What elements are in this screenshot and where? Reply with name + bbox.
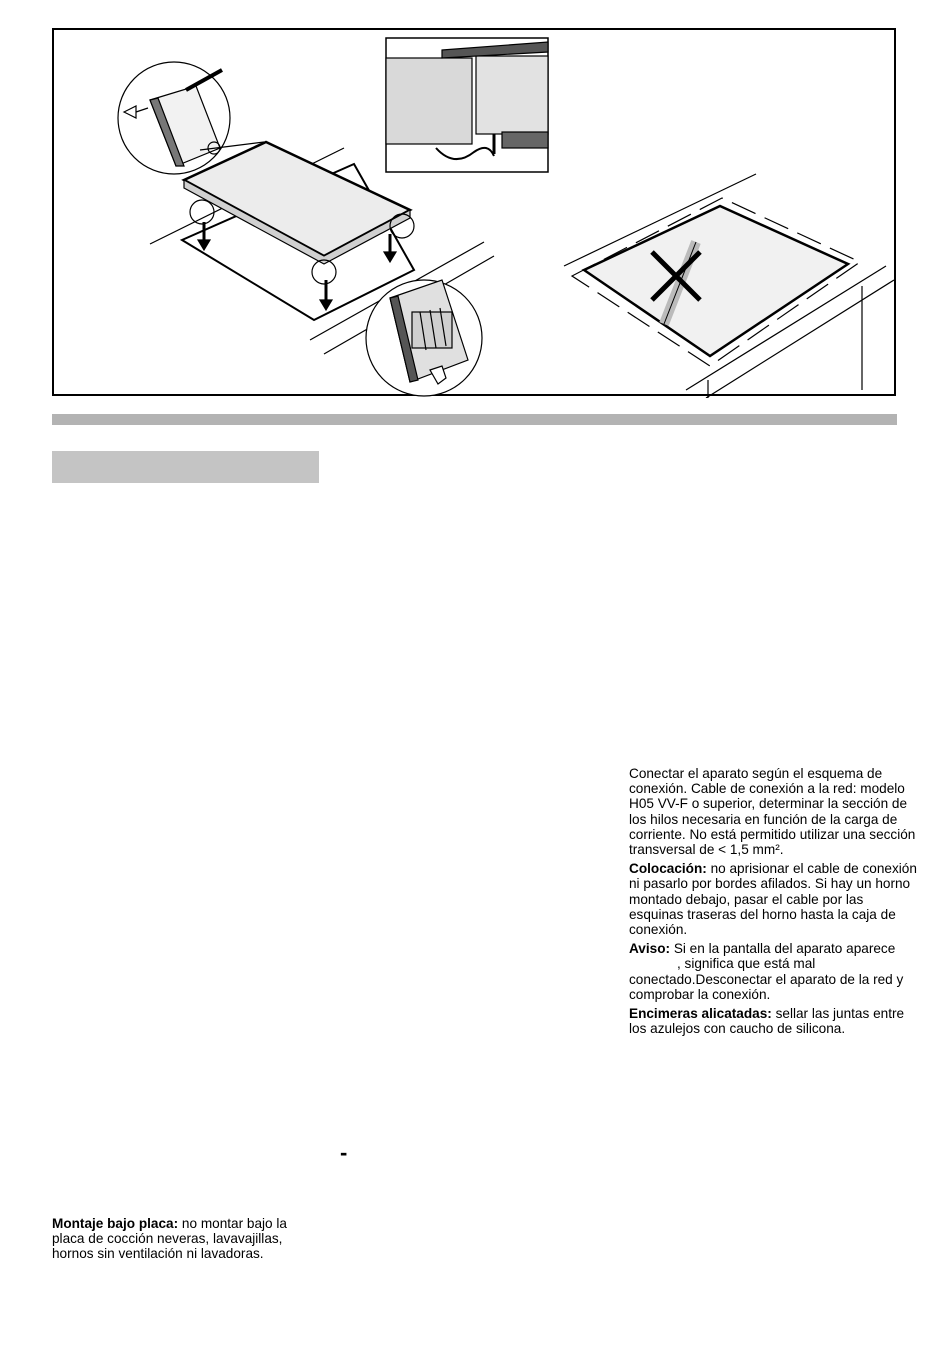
placement-text: no aprisionar el cable de conexión ni pasarlo por bordes afilados. Si hay un horno montado debajo, pasar el cable por las esquinas traseras del horno hasta la caja de conexión. <box>629 861 917 938</box>
mounting-paragraph <box>52 1216 322 1262</box>
warning-text-before: Si en la pantalla del aparato aparece <box>670 941 896 957</box>
tiled-text: sellar las juntas entre los azulejos con caucho de silicona. <box>629 1006 905 1037</box>
tiled-paragraph <box>629 1006 919 1036</box>
mounting-instructions <box>52 1216 322 1266</box>
installation-figure <box>52 28 896 396</box>
mounting-text: no montar bajo la placa de cocción neveras, lavavajillas, hornos sin ventilación ni lavadoras. <box>52 1216 287 1262</box>
warning-text-after: , significa que está mal conectado.Desconectar el aparato de la red y comprobar la conexión. <box>629 956 904 1002</box>
connection-intro: Conectar el aparato según el esquema de conexión. Cable de conexión a la red: modelo H05 VV-F o superior, determinar la sección de los hilos necesaria en función de la carga de corriente. No está permitido utilizar una sección transversal de < 1,5 mm². <box>629 766 916 858</box>
mounting-label: Montaje bajo placa: <box>52 1216 179 1231</box>
placement-paragraph <box>629 861 919 937</box>
placement-label: Colocación: <box>629 861 707 877</box>
dash-mark: - <box>340 1140 348 1165</box>
connection-instructions <box>629 766 919 1040</box>
tiled-label: Encimeras alicatadas: <box>629 1006 772 1022</box>
warning-label: Aviso: <box>629 941 671 957</box>
section-divider-bar <box>52 414 897 425</box>
section-heading-box <box>52 451 319 483</box>
installation-illustration <box>54 30 898 398</box>
warning-paragraph <box>629 941 919 1002</box>
